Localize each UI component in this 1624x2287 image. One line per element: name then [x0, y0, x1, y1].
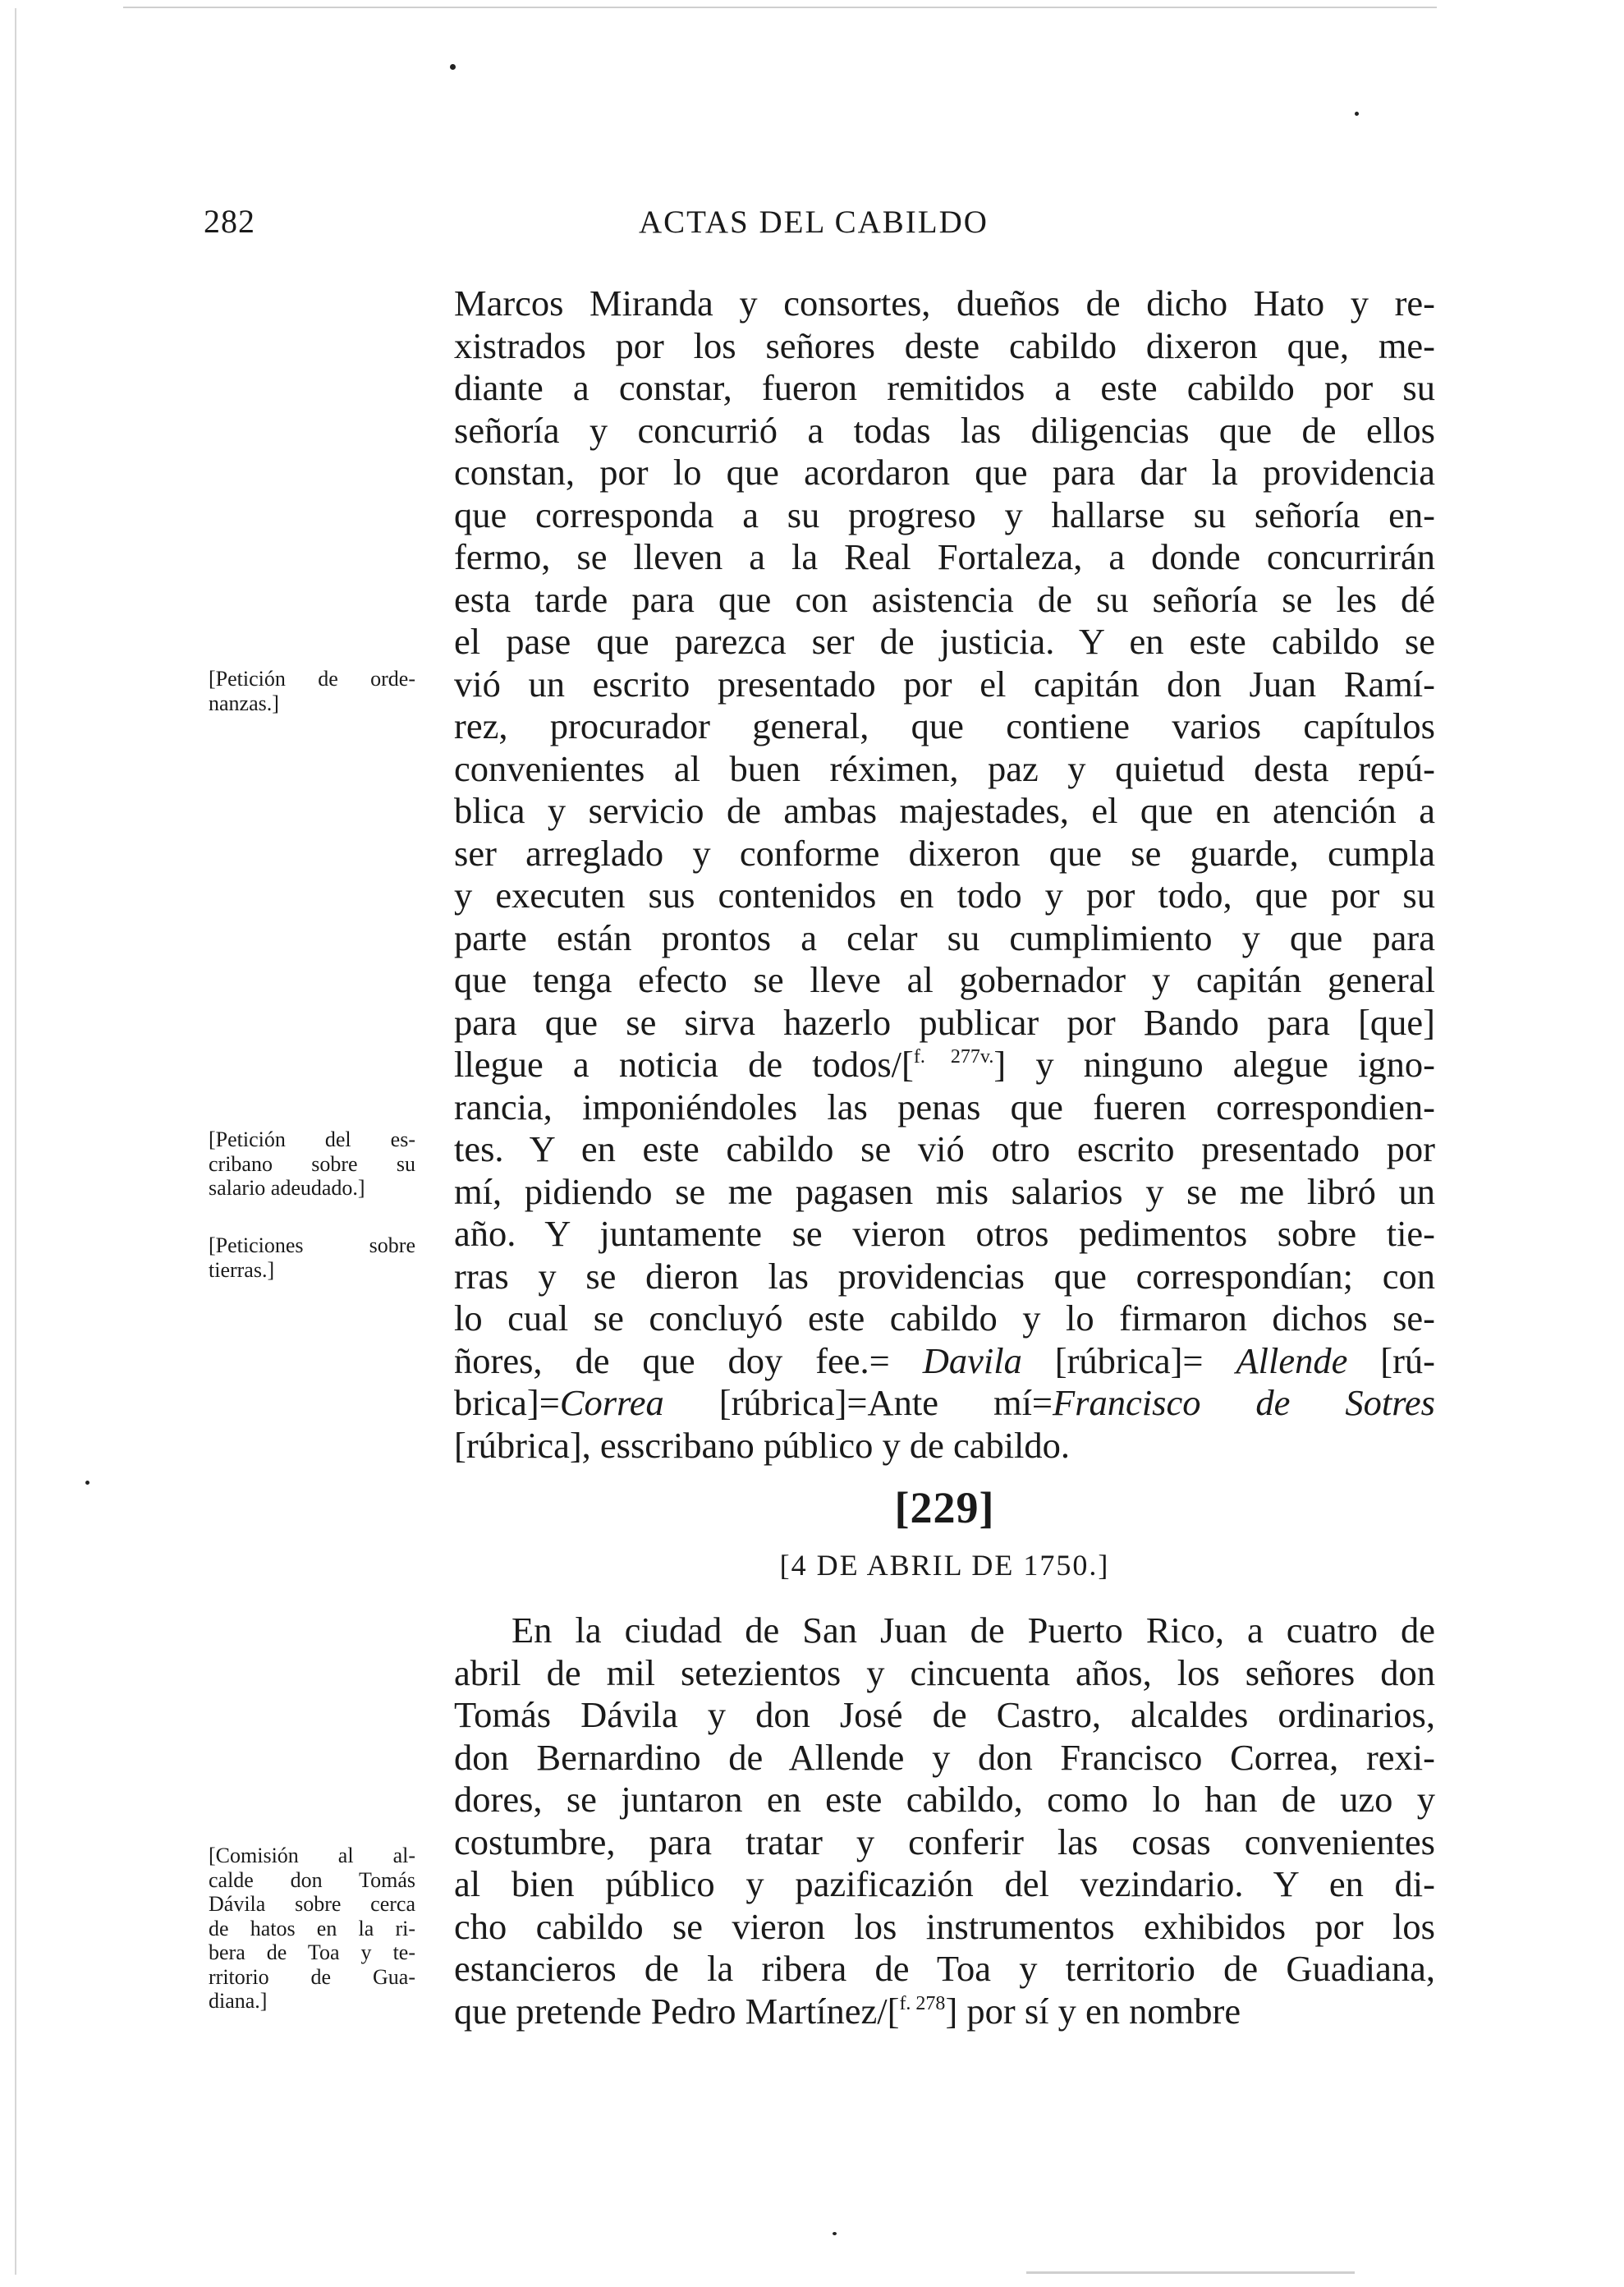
text-line: costumbre, para tratar y conferir las cosas convenientes — [454, 1821, 1435, 1862]
margin-note-ordenanzas — [209, 667, 415, 715]
margin-line: nanzas.] — [209, 691, 279, 715]
text-segment: [rú- — [1347, 1339, 1435, 1381]
margin-line: de hatos en la ri- — [209, 1916, 415, 1940]
signature-line — [454, 1340, 1435, 1383]
margin-note-comision — [209, 1844, 415, 2014]
text-line: ser arreglado y conforme dixeron que se guarde, cumpla — [454, 832, 1435, 874]
text-segment: que pretende Pedro Martínez/[ — [454, 1990, 900, 2032]
scan-edge-top — [123, 7, 1437, 8]
text-segment: ñores, de que doy fee.= — [454, 1339, 923, 1381]
running-title: ACTAS DEL CABILDO — [639, 204, 989, 240]
text-line: lo cual se concluyó este cabildo y lo firmaron dichos se- — [454, 1297, 1435, 1339]
page-number: 282 — [204, 203, 255, 240]
text-line: el pase que parezca ser de justicia. Y en este cabildo se — [454, 621, 1435, 662]
scan-speck — [1355, 112, 1359, 116]
margin-line: rritorio de Gua- — [209, 1964, 415, 1989]
margin-note-tierras — [209, 1233, 415, 1282]
margin-line: [Petición del es- — [209, 1127, 415, 1151]
scan-speck — [833, 2232, 837, 2235]
text-line: mí, pidiendo se me pagasen mis salarios y se me libró un — [454, 1170, 1435, 1212]
text-line: blica y servicio de ambas majestades, el que en atención a — [454, 790, 1435, 831]
margin-line: calde don Tomás — [209, 1867, 415, 1892]
margin-line: bera de Toa y te- — [209, 1940, 415, 1964]
text-line: constan, por lo que acordaron que para dar la providencia — [454, 452, 1435, 493]
text-segment: brica]= — [454, 1382, 560, 1423]
text-line: convenientes al buen réximen, paz y quietud desta repú- — [454, 747, 1435, 789]
margin-line: Dávila sobre cerca — [209, 1892, 415, 1916]
text-segment: ] por sí y en nombre — [945, 1990, 1241, 2032]
text-line: fermo, se lleven a la Real Fortaleza, a donde concurrirán — [454, 536, 1435, 577]
folio-marker: f. 278 — [899, 1992, 946, 2014]
scan-speck — [450, 64, 456, 70]
text-segment: ] y ninguno alegue igno- — [993, 1044, 1435, 1085]
text-line: señoría y concurrió a todas las diligencias que de ellos — [454, 409, 1435, 451]
text-line: tes. Y en este cabildo se vió otro escrito presentado por — [454, 1128, 1435, 1169]
margin-line: [Petición de orde- — [209, 667, 415, 691]
text-line: al bien público y pazificazión del vezindario. Y en di- — [454, 1863, 1435, 1904]
margin-line: [Peticiones sobre — [209, 1233, 415, 1257]
text-line: parte están prontos a celar su cumplimiento y que para — [454, 916, 1435, 958]
text-line: esta tarde para que con asistencia de su señoría se les dé — [454, 578, 1435, 620]
paragraph-2 — [454, 1610, 1435, 2032]
text-line: Tomás Dávila y don José de Castro, alcaldes ordinarios, — [454, 1694, 1435, 1735]
text-line: cho cabildo se vieron los instrumentos exhibidos por los — [454, 1905, 1435, 1947]
signatory-name: Correa — [559, 1382, 664, 1423]
text-line: rancia, imponiéndoles las penas que fueren correspondien- — [454, 1086, 1435, 1127]
signatory-name: Allende — [1236, 1339, 1348, 1381]
section-date: [4 DE ABRIL DE 1750.] — [779, 1549, 1110, 1582]
signature-line — [454, 1382, 1435, 1425]
text-segment: [rúbrica]= — [1021, 1339, 1236, 1381]
text-line: y executen sus contenidos en todo y por todo, que por su — [454, 875, 1435, 916]
paragraph-1 — [454, 282, 1435, 1467]
text-line: rez, procurador general, que contiene varios capítulos — [454, 705, 1435, 746]
signatory-name: Francisco de Sotres — [1053, 1382, 1435, 1423]
margin-line: [Comisión al al- — [209, 1844, 415, 1867]
text-line: abril de mil setezientos y cincuenta años, los señores don — [454, 1651, 1435, 1693]
text-line: diante a constar, fueron remitidos a este cabildo por su — [454, 367, 1435, 408]
text-line: don Bernardino de Allende y don Francisco Correa, rexi- — [454, 1736, 1435, 1778]
text-line: [rúbrica], esscribano público y de cabildo. — [454, 1424, 1071, 1466]
margin-line: diana.] — [209, 1989, 268, 2013]
text-line: En la ciudad de San Juan de Puerto Rico, a cuatro de — [512, 1610, 1435, 1651]
scan-edge-bottom — [1026, 2271, 1355, 2274]
text-line: xistrados por los señores deste cabildo dixeron que, me- — [454, 324, 1435, 366]
text-line: que corresponda a su progreso y hallarse su señoría en- — [454, 494, 1435, 535]
margin-line: cribano sobre su — [209, 1151, 415, 1176]
signatory-name: Davila — [922, 1339, 1022, 1381]
text-line: para que se sirva hazerlo publicar por Bando para [que] — [454, 1001, 1435, 1043]
scan-speck — [85, 1481, 89, 1485]
text-line: rras y se dieron las providencias que correspondían; con — [454, 1255, 1435, 1297]
text-segment: llegue a noticia de todos/[ — [454, 1044, 914, 1085]
text-line: año. Y juntamente se vieron otros pedimentos sobre tie- — [454, 1213, 1435, 1254]
margin-note-escribano — [209, 1127, 415, 1201]
text-line: estancieros de la ribera de Toa y territorio de Guadiana, — [454, 1948, 1435, 1989]
margin-line: tierras.] — [209, 1257, 275, 1282]
text-line: vió un escrito presentado por el capitán don Juan Ramí- — [454, 663, 1435, 705]
text-segment: [rúbrica]=Ante mí= — [663, 1382, 1053, 1423]
folio-marker: f. 277v. — [913, 1046, 994, 1068]
folio-line — [454, 1991, 1435, 2033]
scan-edge-left — [15, 8, 16, 2275]
margin-line: salario adeudado.] — [209, 1176, 365, 1200]
folio-line — [454, 1044, 1435, 1086]
text-line: dores, se juntaron en este cabildo, como lo han de uzo y — [454, 1779, 1435, 1820]
text-line: Marcos Miranda y consortes, dueños de dicho Hato y re- — [454, 282, 1435, 324]
section-number: [229] — [894, 1483, 995, 1532]
text-line: que tenga efecto se lleve al gobernador y capitán general — [454, 959, 1435, 1000]
